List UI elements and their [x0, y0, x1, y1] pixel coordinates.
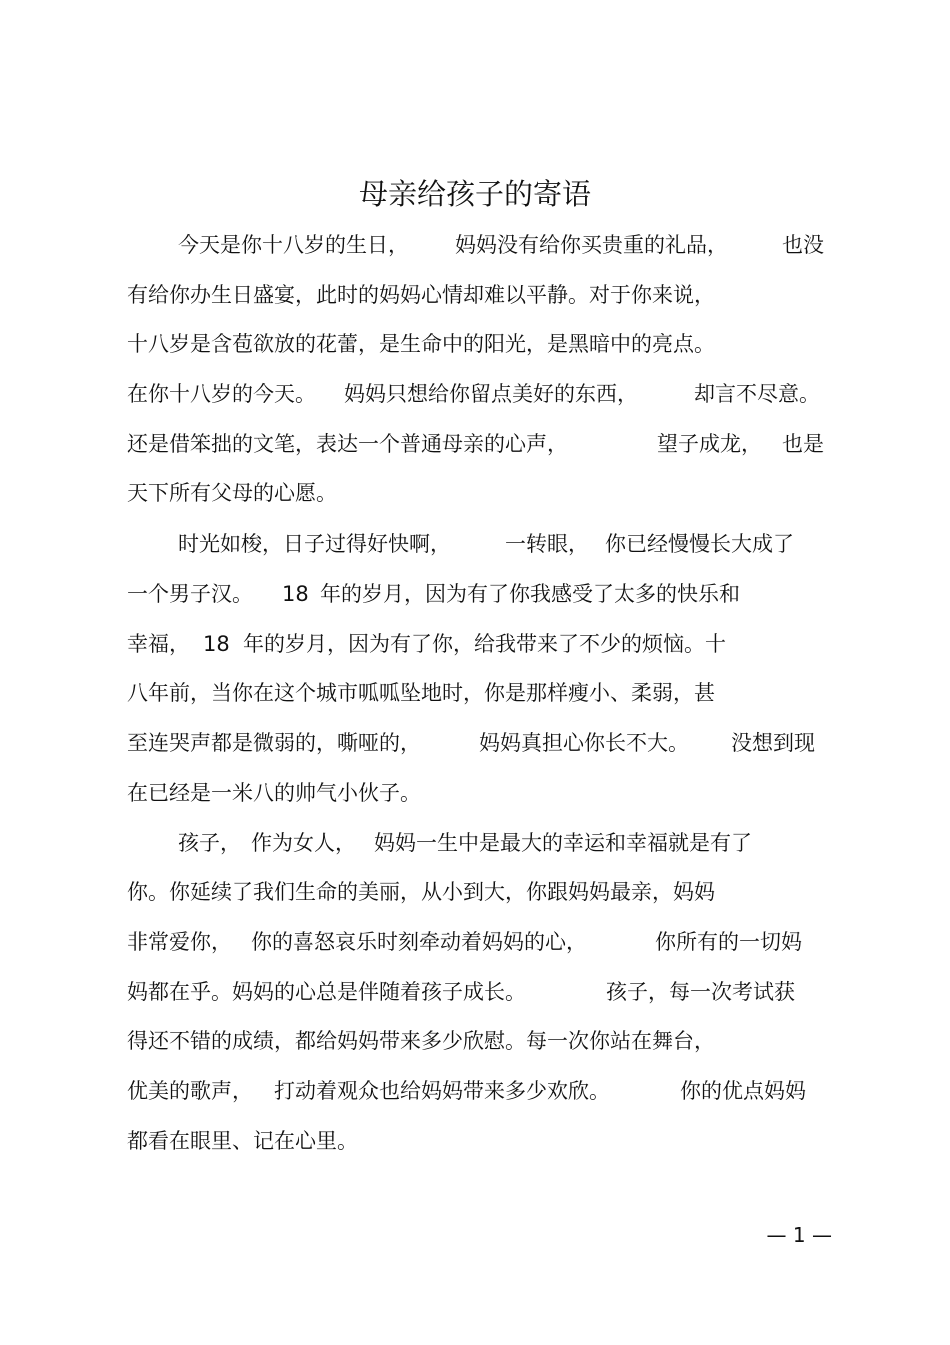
text-segment: 作为女人， [251, 831, 356, 855]
text-line [127, 875, 847, 909]
text-segment: 年的岁月，因为有了你，给我带来了不少的烦恼。十 [243, 632, 726, 656]
text-line [127, 427, 847, 461]
text-segment: 妈妈真担心你长不大。 [479, 731, 689, 755]
text-segment: 一个男子汉。 [127, 582, 253, 606]
text-line [127, 726, 847, 760]
text-segment: 得还不错的成绩，都给妈妈带来多少欣慰。每一次你站在舞台， [127, 1029, 715, 1053]
text-line [127, 476, 847, 510]
text-line [127, 1124, 847, 1158]
text-segment: 都看在眼里、记在心里。 [127, 1129, 358, 1153]
text-segment: 你的喜怒哀乐时刻牵动着妈妈的心， [251, 930, 587, 954]
text-line [127, 826, 847, 860]
text-segment: 优美的歌声， [127, 1079, 253, 1103]
text-line [127, 676, 847, 710]
text-segment: 在已经是一米八的帅气小伙子。 [127, 781, 421, 805]
text-segment: 年的岁月，因为有了你我感受了太多的快乐和 [320, 582, 740, 606]
text-segment: 你所有的一切妈 [655, 930, 802, 954]
text-segment: 你已经慢慢长大成了 [605, 532, 794, 556]
text-segment: 一转眼， [505, 532, 589, 556]
text-segment: 也是 [782, 432, 824, 456]
text-line [127, 228, 847, 262]
text-segment: 有给你办生日盛宴，此时的妈妈心情却难以平静。对于你来说， [127, 283, 715, 307]
text-segment: 妈妈一生中是最大的幸运和幸福就是有了 [374, 831, 752, 855]
text-segment: 时光如梭，日子过得好快啊， [178, 532, 451, 556]
text-segment: 你的优点妈妈 [680, 1079, 806, 1103]
text-segment: 幸福， [127, 632, 190, 656]
text-line [127, 327, 847, 361]
text-segment: 却言不尽意。 [694, 382, 820, 406]
text-segment: 妈妈只想给你留点美好的东西， [344, 382, 638, 406]
text-segment: 没想到现 [731, 731, 815, 755]
text-segment: 18 [203, 632, 230, 656]
text-line [127, 1074, 847, 1108]
text-segment: 至连哭声都是微弱的，嘶哑的， [127, 731, 421, 755]
text-line [127, 278, 847, 312]
text-segment: 望子成龙， [657, 432, 762, 456]
text-line [127, 377, 847, 411]
text-segment: 十八岁是含苞欲放的花蕾，是生命中的阳光，是黑暗中的亮点。 [127, 332, 715, 356]
text-line [127, 577, 847, 611]
text-line [127, 776, 847, 810]
text-segment: 孩子， [178, 831, 241, 855]
page-number: — 1 — [766, 1223, 832, 1247]
text-segment: 也没 [782, 233, 824, 257]
text-line [127, 975, 847, 1009]
text-segment: 妈妈没有给你买贵重的礼品， [455, 233, 728, 257]
text-segment: 非常爱你， [127, 930, 232, 954]
text-line [127, 527, 847, 561]
document-title: 母亲给孩子的寄语 [358, 177, 591, 211]
text-segment: 妈都在乎。妈妈的心总是伴随着孩子成长。 [127, 980, 526, 1004]
text-segment: 八年前，当你在这个城市呱呱坠地时，你是那样瘦小、柔弱，甚 [127, 681, 715, 705]
text-line [127, 925, 847, 959]
text-segment: 18 [282, 582, 309, 606]
text-segment: 今天是你十八岁的生日， [178, 233, 409, 257]
text-segment: 还是借笨拙的文笔，表达一个普通母亲的心声， [127, 432, 568, 456]
text-segment: 天下所有父母的心愿。 [127, 481, 337, 505]
text-line [127, 627, 847, 661]
text-segment: 孩子，每一次考试获 [606, 980, 795, 1004]
text-segment: 在你十八岁的今天。 [127, 382, 316, 406]
text-segment: 你。你延续了我们生命的美丽，从小到大，你跟妈妈最亲，妈妈 [127, 880, 715, 904]
text-segment: 打动着观众也给妈妈带来多少欢欣。 [274, 1079, 610, 1103]
text-line [127, 1024, 847, 1058]
